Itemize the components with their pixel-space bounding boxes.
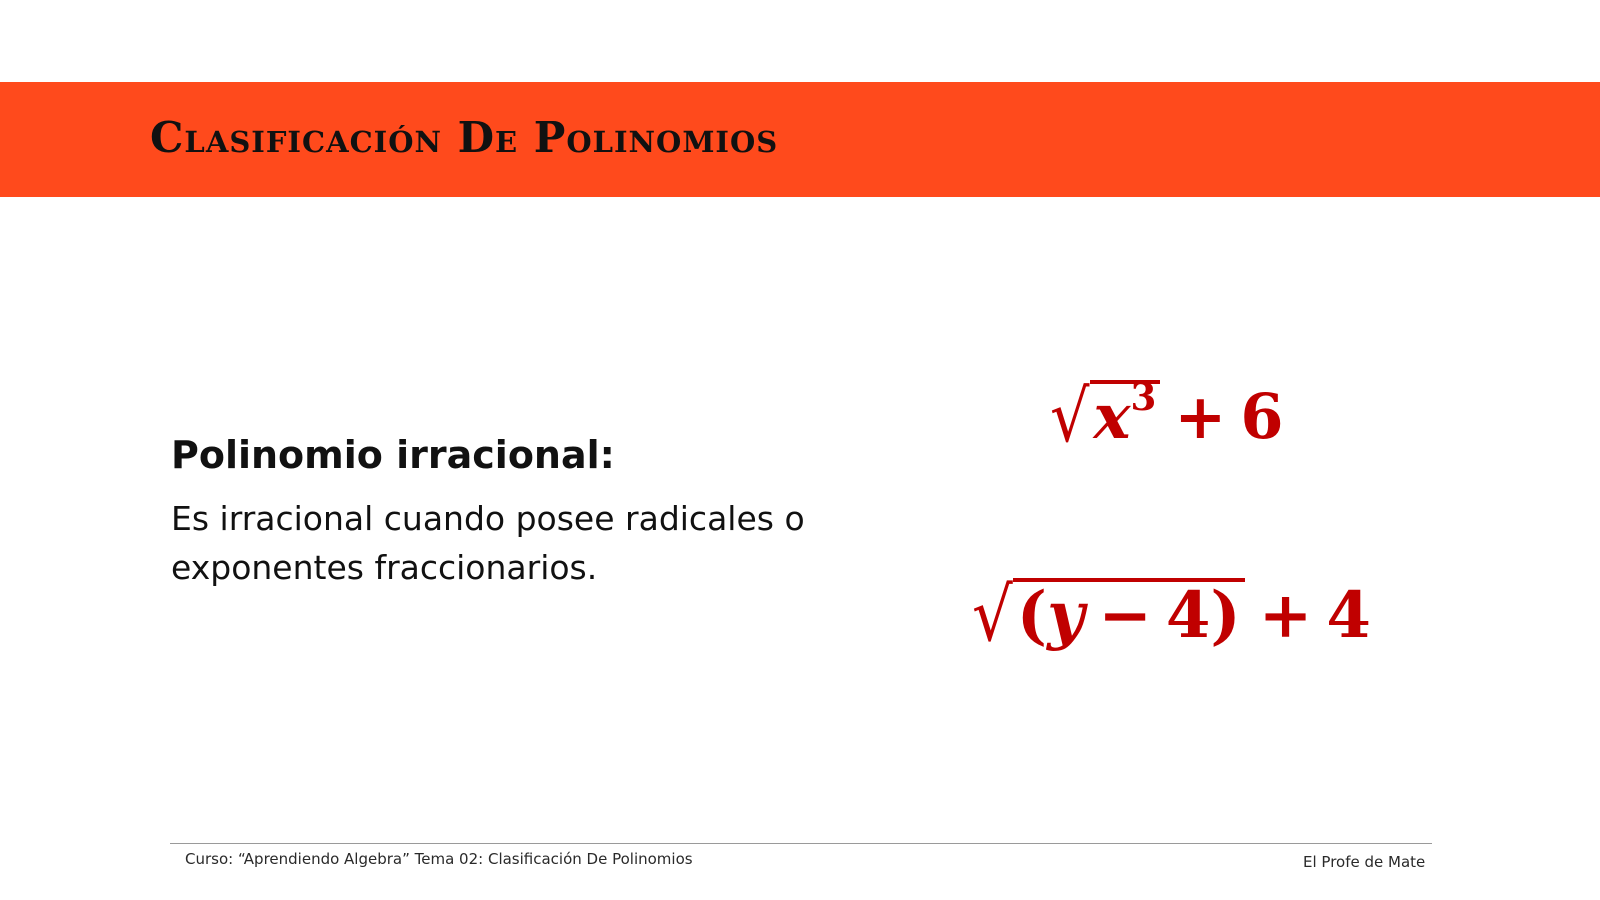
formula-radical-y-minus-4 <box>972 573 1371 659</box>
radicand <box>1090 375 1161 453</box>
radical-symbol: √ <box>972 573 1013 659</box>
formula-constant: 6 <box>1240 380 1284 453</box>
formula-exponent: 3 <box>1130 375 1157 420</box>
radical-symbol: √ <box>1050 374 1090 459</box>
footer-divider <box>170 843 1432 844</box>
inner-operator: − <box>1098 578 1152 653</box>
formula-radical-x-cubed <box>1050 374 1284 459</box>
section-description: Es irracional cuando posee radicales o exponentes fraccionarios. <box>171 499 805 587</box>
formula-operator: + <box>1258 578 1313 653</box>
open-paren: ( <box>1016 578 1048 653</box>
formula-variable: x <box>1093 380 1131 453</box>
formula-constant: 4 <box>1326 578 1371 653</box>
section-heading: Polinomio irracional: <box>171 433 615 477</box>
formula-variable: y <box>1047 578 1085 653</box>
radical-expression <box>972 573 1245 659</box>
close-paren: ) <box>1210 578 1241 653</box>
radicand <box>1013 578 1245 653</box>
footer-author: El Profe de Mate <box>1303 853 1426 871</box>
radical-expression <box>1050 374 1160 459</box>
inner-constant: 4 <box>1165 578 1211 653</box>
footer-course-info: Curso: “Aprendiendo Algebra” Tema 02: Clasificación De Polinomios <box>185 850 693 868</box>
slide-title: Clasificación De Polinomios <box>150 113 779 162</box>
formula-operator: + <box>1174 380 1227 453</box>
